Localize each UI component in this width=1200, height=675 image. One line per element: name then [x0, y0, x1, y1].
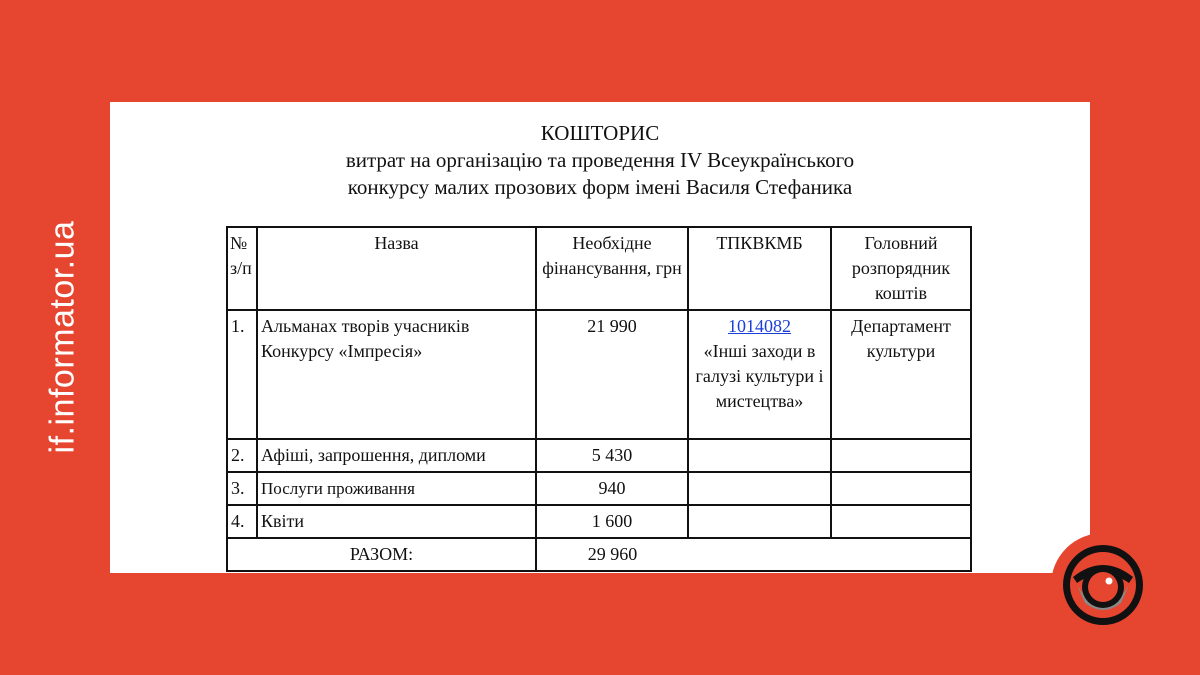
row-name: Послуги проживання [257, 472, 536, 505]
total-label: РАЗОМ: [227, 538, 536, 571]
table-row [227, 505, 971, 538]
document-title [110, 120, 1090, 201]
row-num: 1. [227, 310, 257, 439]
table-row [227, 310, 971, 439]
row-manager [831, 505, 971, 538]
header-name: Назва [257, 227, 536, 310]
title-main: КОШТОРИС [540, 121, 660, 145]
header-funding: Необхідне фінансування, грн [536, 227, 688, 310]
total-empty [688, 538, 971, 571]
site-watermark: if.informator.ua [43, 220, 82, 454]
row-amount: 21 990 [536, 310, 688, 439]
code-desc: «Інші заходи в галузі культури і мистецтва» [695, 341, 824, 411]
budget-table [226, 226, 972, 572]
row-code [688, 472, 831, 505]
row-code [688, 439, 831, 472]
row-amount: 5 430 [536, 439, 688, 472]
row-amount: 1 600 [536, 505, 688, 538]
row-code [688, 505, 831, 538]
row-num: 4. [227, 505, 257, 538]
table-row [227, 472, 971, 505]
row-name: Афіші, запрошення, дипломи [257, 439, 536, 472]
row-manager [831, 439, 971, 472]
header-manager: Головний розпорядник коштів [831, 227, 971, 310]
row-amount: 940 [536, 472, 688, 505]
row-num: 3. [227, 472, 257, 505]
logo-eye-icon [1051, 533, 1155, 637]
table-row [227, 439, 971, 472]
row-num: 2. [227, 439, 257, 472]
title-line-1: витрат на організацію та проведення IV Всеукраїнського [345, 148, 855, 172]
header-num: № з/п [227, 227, 257, 310]
row-name: Альманах творів учасників Конкурсу «Імпресія» [257, 310, 536, 439]
total-amount: 29 960 [536, 538, 688, 571]
code-link[interactable]: 1014082 [728, 316, 791, 336]
document-card [110, 102, 1090, 573]
table-header [227, 227, 971, 310]
total-row [227, 538, 971, 571]
row-manager [831, 472, 971, 505]
row-manager: Департамент культури [831, 310, 971, 439]
row-code [688, 310, 831, 439]
header-code: ТПКВКМБ [688, 227, 831, 310]
row-name: Квіти [257, 505, 536, 538]
title-line-2: конкурсу малих прозових форм імені Василя Стефаника [347, 175, 853, 199]
